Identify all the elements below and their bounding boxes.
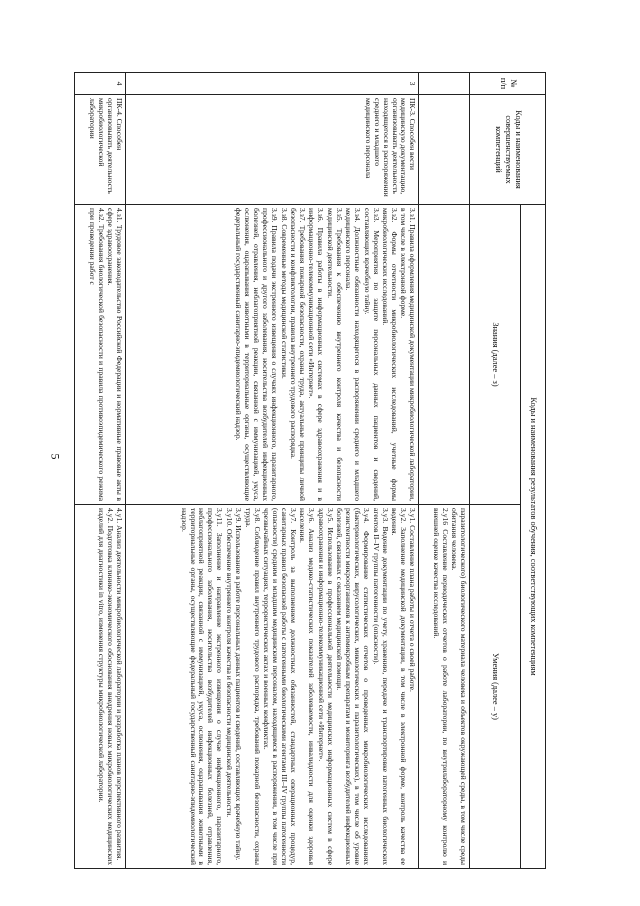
- skill-item: 2.у16 Составление периодических отчетов о работе лаборатории, по внутрилабораторному контролю и внешней оценке качества исследований.: [432, 508, 451, 866]
- knowledge-item: 3.з7. Требования пожарной безопасности, охраны труда, актуальные принципы личной безопасности и конфликтологии, правила внутреннего трудового распорядка.: [289, 208, 307, 501]
- table-body: [75, 73, 470, 869]
- table-row: [126, 73, 419, 869]
- skill-item: 3.у8. Соблюдение правил внутреннего трудового распорядка, требований пожарной безопасности, охраны труда.: [243, 508, 262, 866]
- skill-item: 3.у4. Формирование статистических отчетов о проведенных микробиологических исследованиях (бактериологических, вирусологических, микологических и паразитологических), в том числе об уровне резистентности микроорганизмов к антимикробным препаратам и мониторинга возбудителей инфекционных болезней, связанных с оказанием медицинской помощи.: [335, 508, 372, 866]
- row-number: 3: [126, 73, 419, 95]
- skill-item: 4.у1. Анализ деятельности микробиологической лаборатории и разработка планов перспективного развития.: [115, 508, 124, 861]
- skill-item: 3.у3. Ведение документации по учету, хранению, передаче и транспортировке патогенных биологических агентов II–IV группы патогенности (опасности).: [371, 508, 390, 866]
- knowledge-item: 3.з2. Формы отчетности микробиологических исследований, учетные формы микробиологических исследований.: [381, 208, 400, 501]
- knowledge-cell: [126, 205, 419, 505]
- knowledge-item: 3.з6. Правила работы в информационных системах в сфере здравоохранения и в информационно-телекоммуникационной сети «Интернет».: [307, 208, 326, 501]
- skill-item: 3.у1. Составление плана работы и отчета о своей работе.: [408, 508, 418, 692]
- skill-item: паразитологического) биологического материала человека и объектов окружающей среды, в том числе среды обитания человека.: [450, 508, 469, 866]
- header-num: № п/п: [470, 73, 546, 95]
- knowledge-cell: [419, 205, 470, 505]
- skill-item: 3.у2. Заполнение медицинской документации, в том числе в электронной форме, контроль качества ее ведения.: [390, 508, 408, 866]
- knowledge-item: 4.з2. Требования биологической безопасности и правила противоэпидемического режима при проведении работ с: [87, 208, 106, 501]
- knowledge-cell: [75, 205, 126, 505]
- header-competence: Коды и наименования совершенствуемых компетенций: [470, 95, 546, 205]
- competence-table: [74, 72, 546, 869]
- skill-item: 4.у2. Подготовка клинико-экономического обоснования внедрения новых микробиологических медицинских изделий для диагностики in vitro, изменения структуры микробиологической лаборатории.: [96, 508, 115, 866]
- knowledge-item: 3.з5. Требования к обеспечению внутреннего контроля качества и безопасности медицинской деятельности.: [325, 208, 344, 501]
- row-number: [419, 73, 470, 95]
- knowledge-item: 3.з4. Должностные обязанности находящегося в распоряжении среднего и младшего медицинского персонала.: [344, 208, 363, 501]
- page-number: 5: [48, 453, 63, 460]
- knowledge-item: 3.з3. Мероприятия по защите персональных данных пациентов и сведений, составляющих врачебную тайну.: [362, 208, 381, 501]
- skill-item: 3.у9. Использование в работе персональных данных пациентов и сведений, составляющих врачебную тайну.: [234, 508, 244, 861]
- skill-item: 3.у10. Обеспечение внутреннего контроля качества и безопасности медицинской деятельности.: [224, 508, 234, 818]
- header-row: [520, 73, 545, 869]
- knowledge-item: 3.з8. Современные методы медицинской статистики.: [279, 208, 289, 379]
- rotated-table-wrapper: [74, 72, 546, 868]
- knowledge-item: 3.з9. Правила подачи экстренного извещения о случаях инфекционного, паразитарного, профессионального и другого заболевания, носительства возбудителей инфекционных болезней, отравления, неблагоприятной реакции, связанной с иммунизацией, укуса, ослюнения, оцарапывания животными в территориальные органы, осуществляющие федеральный государственный санитарно-эпидемиологический надзор.: [234, 208, 280, 501]
- skill-item: 3.у7. Контроль за выполнением должностных обязанностей, стандартных операционных процедур, санитарных правил безопасной работы с патогенными биологическими агентами III–IV группы патогенности (опасности) средним и младшим медицинским персоналом, находящимся в распоряжении, в том числе при чрезвычайных ситуациях, террористических актах и военных конфликтах.: [262, 508, 299, 866]
- knowledge-item: 3.з1. Правила оформления медицинской документации микробиологической лаборатории, в том числе в электронной форме.: [399, 208, 418, 501]
- competence-cell: [419, 95, 470, 205]
- skill-item: 3.у11. Заполнение и направление экстренного извещения о случае инфекционного, паразитарного, профессионального заболевания, носительства возбудителей инфекционных болезней, отравления, неблагоприятной реакции, связанной с иммунизацией, укуса, ослюнения, оцарапывания животными в территориальные органы, осуществляющие федеральный государственный санитарно-эпидемиологический надзор.: [179, 508, 225, 866]
- header-knowledge: Знания (далее – з): [470, 205, 520, 505]
- knowledge-item: 4.з1. Трудовое законодательство Российской Федерации и нормативные правовые акты в сфере здравоохранения.: [106, 208, 124, 501]
- row-number: 4: [75, 73, 126, 95]
- skill-item: 3.у5. Использование в профессиональной деятельности медицинских информационных систем в сфере здравоохранения и информационно-телекоммуникационной сети «Интернет».: [316, 508, 335, 866]
- skills-cell: [419, 505, 470, 869]
- skill-item: 3.у6. Анализ медико-статистических показателей заболеваемости, инвалидности для оценки здоровья населения.: [298, 508, 317, 866]
- table-row: [419, 73, 470, 869]
- skills-cell: [75, 505, 126, 869]
- competence-cell: ПК-3. Способен вести медицинскую документацию, организовывать деятельность находящегося в распоряжении среднего и младшего медицинского персонала: [126, 95, 419, 205]
- table-row: [75, 73, 126, 869]
- skills-cell: [126, 505, 419, 869]
- competence-cell: ПК-4. Способен организовывать деятельность микробиологической лаборатории: [75, 95, 126, 205]
- header-skills: Умения (далее – у): [470, 505, 520, 869]
- header-results: Коды и наименования результатов обучения, соответствующих компетенциям: [520, 205, 545, 869]
